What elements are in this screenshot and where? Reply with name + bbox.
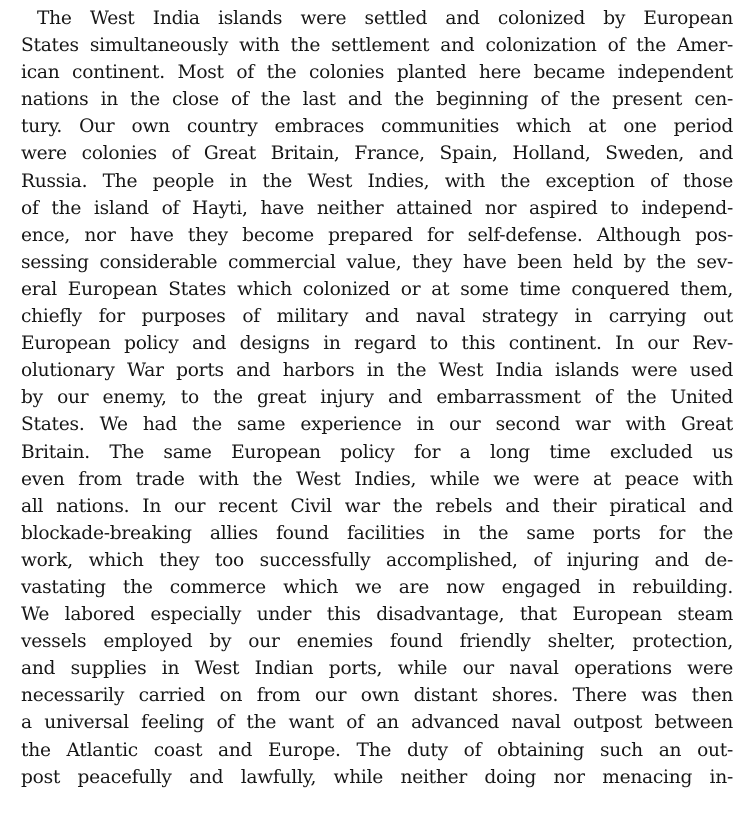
text-line: were colonies of Great Britain, France, Spain, Holland, Sweden, and — [21, 143, 733, 165]
text-line: sessing considerable commercial value, they have been held by the sev- — [21, 251, 733, 273]
text-line: States simultaneously with the settlement and colonization of the Amer- — [21, 35, 733, 57]
text-line: work, which they too successfully accomplished, of injuring and de- — [21, 549, 733, 571]
text-line: the Atlantic coast and Europe. The duty of obtaining such an out- — [21, 739, 733, 761]
text-line: The West India islands were settled and colonized by European — [37, 8, 733, 29]
text-line: and supplies in West Indian ports, while our naval operations were — [21, 658, 733, 680]
text-line: tury. Our own country embraces communities which at one period — [21, 116, 733, 138]
text-line: necessarily carried on from our own distant shores. There was then — [21, 685, 733, 707]
text-line: States. We had the same experience in our second war with Great — [21, 414, 733, 436]
text-line: chiefly for purposes of military and naval strategy in carrying out — [21, 306, 733, 328]
text-line: a universal feeling of the want of an advanced naval outpost between — [21, 712, 733, 734]
text-line: even from trade with the West Indies, while we were at peace with — [21, 468, 733, 490]
text-line: Russia. The people in the West Indies, with the exception of those — [21, 170, 733, 192]
text-line: We labored especially under this disadvantage, that European steam — [21, 604, 733, 626]
text-line: vessels employed by our enemies found friendly shelter, protection, — [21, 631, 733, 653]
text-line: olutionary War ports and harbors in the West India islands were used — [21, 360, 733, 382]
text-line: Britain. The same European policy for a long time excluded us — [21, 441, 733, 463]
text-line: ican continent. Most of the colonies planted here became independent — [21, 62, 733, 84]
text-line: by our enemy, to the great injury and embarrassment of the United — [21, 387, 733, 409]
text-line: post peacefully and lawfully, while neither doing nor menacing in- — [21, 766, 733, 788]
text-line: European policy and designs in regard to this continent. In our Rev- — [21, 333, 733, 355]
text-line: ence, nor have they become prepared for self-defense. Although pos- — [21, 224, 733, 246]
text-line: of the island of Hayti, have neither attained nor aspired to independ- — [21, 197, 733, 219]
body-paragraph — [21, 5, 733, 791]
text-line: vastating the commerce which we are now engaged in rebuilding. — [21, 576, 733, 598]
text-line: nations in the close of the last and the beginning of the present cen- — [21, 89, 733, 111]
text-line: eral European States which colonized or at some time conquered them, — [21, 278, 733, 300]
text-line: blockade-breaking allies found facilities in the same ports for the — [21, 522, 733, 544]
text-line: all nations. In our recent Civil war the rebels and their piratical and — [21, 495, 733, 517]
